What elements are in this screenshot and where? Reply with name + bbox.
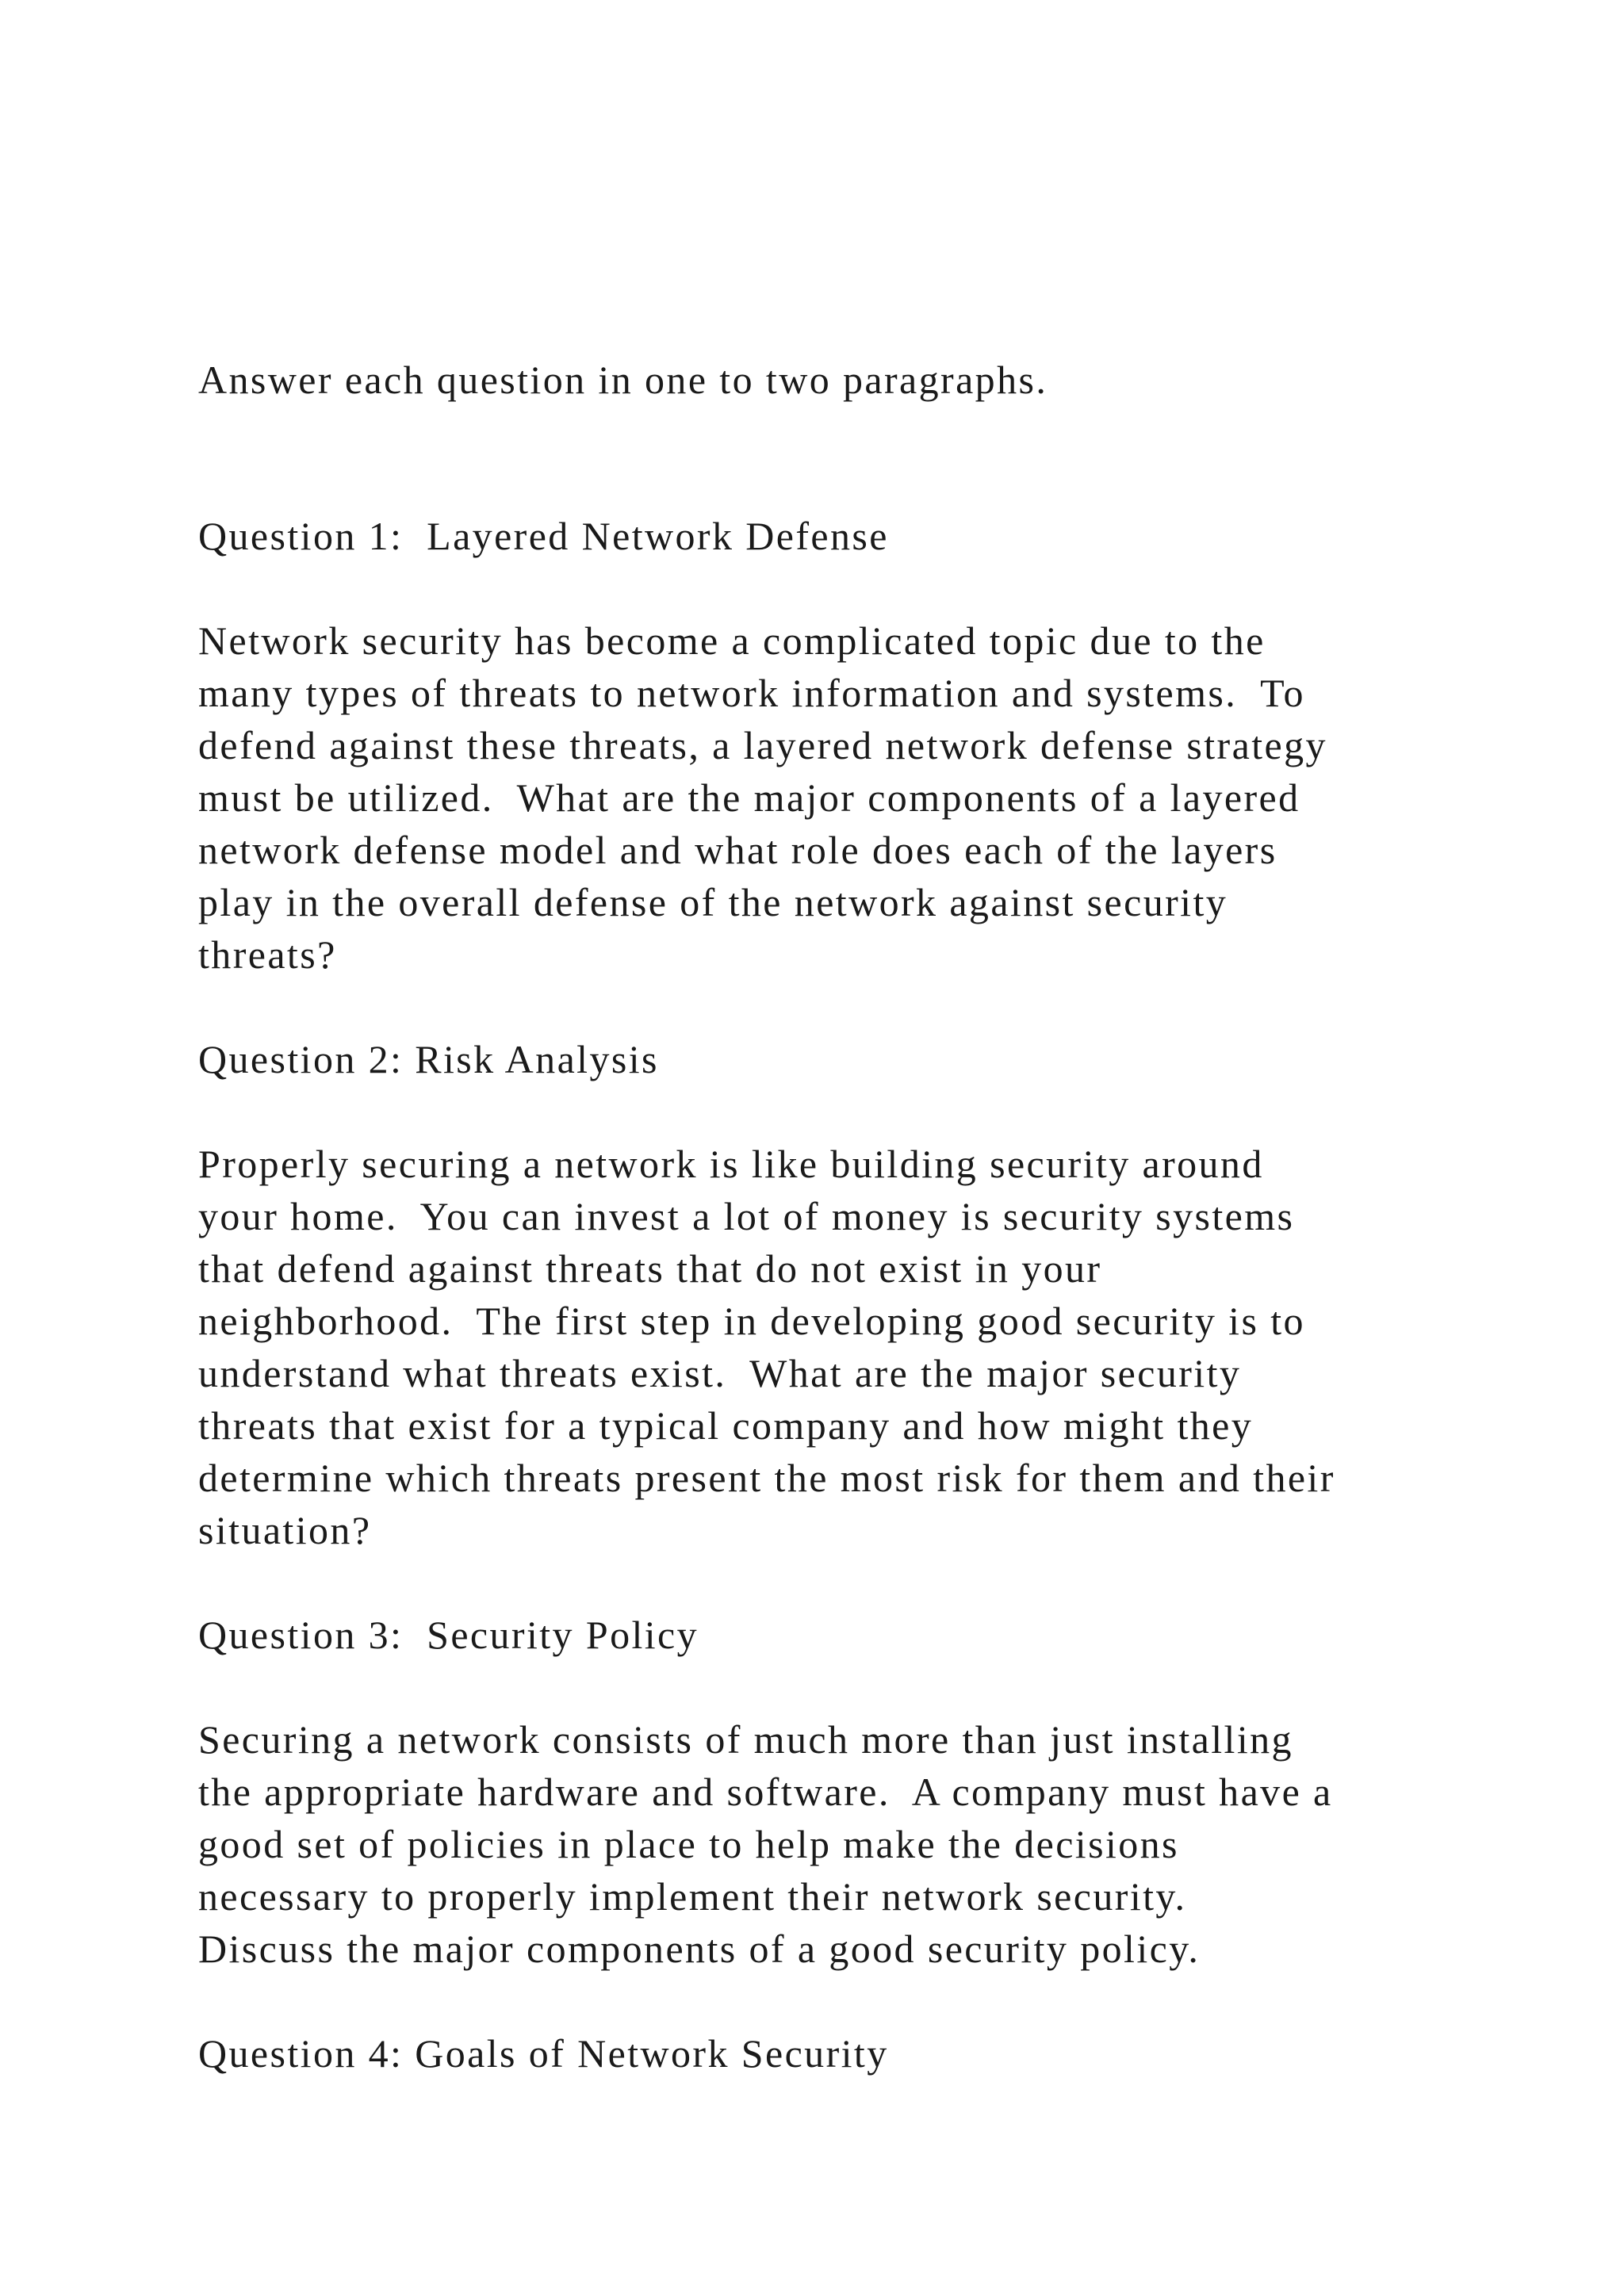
- question-2-line: understand what threats exist. What are the major security: [198, 1351, 1242, 1395]
- question-1-line: play in the overall defense of the network against security: [198, 880, 1228, 924]
- question-2-heading: Question 2: Risk Analysis: [198, 1037, 659, 1081]
- question-2-line: that defend against threats that do not exist in your: [198, 1246, 1102, 1291]
- question-3-line: Discuss the major components of a good security policy.: [198, 1927, 1201, 1971]
- question-1-line: many types of threats to network information and systems. To: [198, 671, 1305, 715]
- question-3-line: good set of policies in place to help make the decisions: [198, 1822, 1179, 1866]
- question-1-line: must be utilized. What are the major components of a layered: [198, 775, 1300, 820]
- question-3-heading: Question 3: Security Policy: [198, 1613, 699, 1657]
- question-3-line: the appropriate hardware and software. A company must have a: [198, 1770, 1333, 1814]
- question-1-line: defend against these threats, a layered network defense strategy: [198, 723, 1327, 767]
- question-2-line: determine which threats present the most risk for them and their: [198, 1456, 1335, 1500]
- question-2-line: neighborhood. The first step in developing good security is to: [198, 1299, 1305, 1343]
- question-2-line: threats that exist for a typical company and how might they: [198, 1403, 1254, 1448]
- question-3-line: Securing a network consists of much more than just installing: [198, 1717, 1293, 1762]
- question-2-line: situation?: [198, 1508, 372, 1552]
- question-3-line: necessary to properly implement their network security.: [198, 1874, 1187, 1919]
- question-1-line: network defense model and what role does each of the layers: [198, 828, 1277, 872]
- question-2-line: Properly securing a network is like building security around: [198, 1142, 1264, 1186]
- question-1-line: threats?: [198, 932, 337, 977]
- question-2-line: your home. You can invest a lot of money is security systems: [198, 1194, 1295, 1238]
- question-4-heading: Question 4: Goals of Network Security: [198, 2031, 889, 2076]
- question-1-line: Network security has become a complicated topic due to the: [198, 618, 1266, 663]
- instruction-text: Answer each question in one to two paragraphs.: [198, 358, 1048, 402]
- question-1-heading: Question 1: Layered Network Defense: [198, 514, 889, 558]
